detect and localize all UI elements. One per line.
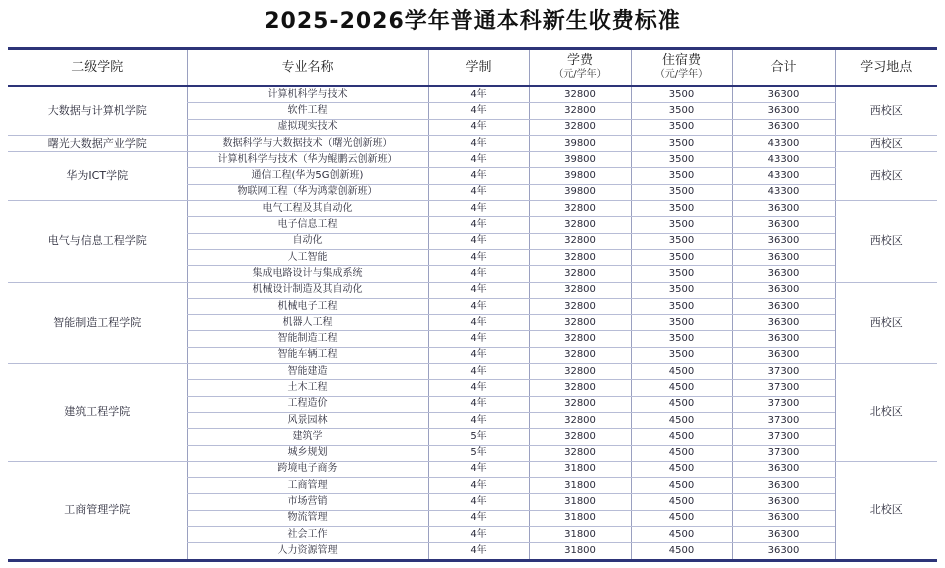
total-cell: 37300: [732, 412, 835, 428]
total-cell: 37300: [732, 429, 835, 445]
dorm-cell: 4500: [631, 445, 732, 461]
total-cell: 43300: [732, 152, 835, 168]
major-name: 电子信息工程: [187, 217, 428, 233]
dorm-cell: 3500: [631, 86, 732, 103]
duration-cell: 4年: [428, 119, 529, 135]
major-name: 土木工程: [187, 380, 428, 396]
total-cell: 36300: [732, 510, 835, 526]
total-cell: 37300: [732, 364, 835, 380]
tuition-cell: 32800: [529, 429, 631, 445]
duration-cell: 4年: [428, 168, 529, 184]
tuition-cell: 32800: [529, 364, 631, 380]
duration-cell: 4年: [428, 184, 529, 200]
major-name: 计算机科学与技术: [187, 86, 428, 103]
college-name: 电气与信息工程学院: [8, 201, 187, 282]
major-name: 风景园林: [187, 412, 428, 428]
dorm-cell: 3500: [631, 331, 732, 347]
total-cell: 36300: [732, 282, 835, 298]
tuition-cell: 32800: [529, 445, 631, 461]
dorm-cell: 3500: [631, 184, 732, 200]
header-tuition: [529, 49, 631, 87]
table-row: [8, 461, 937, 477]
tuition-cell: 32800: [529, 233, 631, 249]
dorm-cell: 4500: [631, 380, 732, 396]
duration-cell: 4年: [428, 249, 529, 265]
total-cell: 36300: [732, 527, 835, 543]
dorm-cell: 4500: [631, 461, 732, 477]
dorm-cell: 3500: [631, 152, 732, 168]
dorm-cell: 3500: [631, 315, 732, 331]
total-cell: 36300: [732, 347, 835, 363]
dorm-cell: 4500: [631, 527, 732, 543]
tuition-cell: 32800: [529, 282, 631, 298]
total-cell: 36300: [732, 201, 835, 217]
tuition-cell: 32800: [529, 347, 631, 363]
tuition-cell: 32800: [529, 103, 631, 119]
total-cell: 36300: [732, 233, 835, 249]
total-cell: 36300: [732, 298, 835, 314]
table-row: [8, 364, 937, 380]
major-name: 机械电子工程: [187, 298, 428, 314]
major-name: 数据科学与大数据技术（曙光创新班）: [187, 135, 428, 151]
duration-cell: 5年: [428, 445, 529, 461]
tuition-cell: 32800: [529, 396, 631, 412]
tuition-cell: 32800: [529, 119, 631, 135]
dorm-cell: 4500: [631, 510, 732, 526]
dorm-cell: 3500: [631, 347, 732, 363]
duration-cell: 4年: [428, 396, 529, 412]
header-college: 二级学院: [8, 49, 187, 87]
campus-name: 北校区: [835, 461, 937, 560]
major-name: 智能车辆工程: [187, 347, 428, 363]
total-cell: 36300: [732, 119, 835, 135]
college-name: 大数据与计算机学院: [8, 86, 187, 135]
total-cell: 36300: [732, 86, 835, 103]
duration-cell: 4年: [428, 364, 529, 380]
major-name: 智能建造: [187, 364, 428, 380]
tuition-cell: 32800: [529, 380, 631, 396]
total-cell: 37300: [732, 396, 835, 412]
tuition-cell: 32800: [529, 266, 631, 282]
total-cell: 36300: [732, 217, 835, 233]
table-row: [8, 152, 937, 168]
major-name: 虚拟现实技术: [187, 119, 428, 135]
dorm-cell: 4500: [631, 396, 732, 412]
tuition-cell: 32800: [529, 217, 631, 233]
total-cell: 43300: [732, 135, 835, 151]
duration-cell: 4年: [428, 233, 529, 249]
duration-cell: 4年: [428, 347, 529, 363]
duration-cell: 4年: [428, 412, 529, 428]
tuition-cell: 32800: [529, 412, 631, 428]
fee-table-body: [8, 86, 937, 560]
tuition-cell: 39800: [529, 168, 631, 184]
major-name: 智能制造工程: [187, 331, 428, 347]
duration-cell: 4年: [428, 315, 529, 331]
tuition-cell: 31800: [529, 543, 631, 560]
major-name: 物联网工程（华为鸿蒙创新班）: [187, 184, 428, 200]
duration-cell: 4年: [428, 282, 529, 298]
duration-cell: 4年: [428, 266, 529, 282]
total-cell: 36300: [732, 266, 835, 282]
dorm-cell: 3500: [631, 119, 732, 135]
header-dorm-unit: （元/学年）: [654, 69, 709, 80]
tuition-cell: 39800: [529, 184, 631, 200]
table-row: [8, 135, 937, 151]
campus-name: 西校区: [835, 152, 937, 201]
header-row: [8, 49, 937, 87]
duration-cell: 4年: [428, 217, 529, 233]
tuition-cell: 31800: [529, 527, 631, 543]
total-cell: 43300: [732, 168, 835, 184]
major-name: 机械设计制造及其自动化: [187, 282, 428, 298]
dorm-cell: 3500: [631, 135, 732, 151]
total-cell: 37300: [732, 445, 835, 461]
total-cell: 37300: [732, 380, 835, 396]
total-cell: 36300: [732, 494, 835, 510]
table-row: [8, 282, 937, 298]
major-name: 软件工程: [187, 103, 428, 119]
dorm-cell: 3500: [631, 298, 732, 314]
duration-cell: 4年: [428, 494, 529, 510]
table-row: [8, 201, 937, 217]
tuition-cell: 32800: [529, 249, 631, 265]
tuition-cell: 39800: [529, 135, 631, 151]
campus-name: 西校区: [835, 135, 937, 151]
duration-cell: 5年: [428, 429, 529, 445]
dorm-cell: 4500: [631, 429, 732, 445]
total-cell: 36300: [732, 315, 835, 331]
campus-name: 西校区: [835, 201, 937, 282]
dorm-cell: 4500: [631, 543, 732, 560]
total-cell: 36300: [732, 103, 835, 119]
tuition-cell: 31800: [529, 478, 631, 494]
tuition-cell: 32800: [529, 201, 631, 217]
college-name: 工商管理学院: [8, 461, 187, 560]
header-total: 合计: [732, 49, 835, 87]
dorm-cell: 4500: [631, 478, 732, 494]
dorm-cell: 3500: [631, 103, 732, 119]
dorm-cell: 3500: [631, 282, 732, 298]
duration-cell: 4年: [428, 103, 529, 119]
total-cell: 36300: [732, 331, 835, 347]
duration-cell: 4年: [428, 510, 529, 526]
total-cell: 36300: [732, 543, 835, 560]
dorm-cell: 4500: [631, 412, 732, 428]
major-name: 社会工作: [187, 527, 428, 543]
major-name: 人力资源管理: [187, 543, 428, 560]
dorm-cell: 3500: [631, 201, 732, 217]
campus-name: 北校区: [835, 364, 937, 462]
tuition-cell: 32800: [529, 331, 631, 347]
duration-cell: 4年: [428, 331, 529, 347]
duration-cell: 4年: [428, 201, 529, 217]
major-name: 工程造价: [187, 396, 428, 412]
duration-cell: 4年: [428, 298, 529, 314]
fee-table: [8, 47, 937, 562]
college-name: 华为ICT学院: [8, 152, 187, 201]
major-name: 工商管理: [187, 478, 428, 494]
major-name: 物流管理: [187, 510, 428, 526]
dorm-cell: 3500: [631, 249, 732, 265]
major-name: 城乡规划: [187, 445, 428, 461]
major-name: 市场营销: [187, 494, 428, 510]
tuition-cell: 31800: [529, 461, 631, 477]
total-cell: 36300: [732, 461, 835, 477]
header-dorm: [631, 49, 732, 87]
dorm-cell: 3500: [631, 266, 732, 282]
major-name: 跨境电子商务: [187, 461, 428, 477]
dorm-cell: 3500: [631, 217, 732, 233]
dorm-cell: 3500: [631, 233, 732, 249]
header-major: 专业名称: [187, 49, 428, 87]
tuition-cell: 32800: [529, 86, 631, 103]
duration-cell: 4年: [428, 543, 529, 560]
page-title: 2025-2026学年普通本科新生收费标准: [264, 9, 681, 34]
duration-cell: 4年: [428, 461, 529, 477]
major-name: 人工智能: [187, 249, 428, 265]
major-name: 机器人工程: [187, 315, 428, 331]
tuition-cell: 31800: [529, 494, 631, 510]
total-cell: 43300: [732, 184, 835, 200]
total-cell: 36300: [732, 478, 835, 494]
duration-cell: 4年: [428, 380, 529, 396]
total-cell: 36300: [732, 249, 835, 265]
dorm-cell: 4500: [631, 364, 732, 380]
campus-name: 西校区: [835, 86, 937, 135]
college-name: 智能制造工程学院: [8, 282, 187, 363]
college-name: 建筑工程学院: [8, 364, 187, 462]
campus-name: 西校区: [835, 282, 937, 363]
major-name: 集成电路设计与集成系统: [187, 266, 428, 282]
header-dorm-label: 住宿费: [661, 53, 701, 68]
duration-cell: 4年: [428, 135, 529, 151]
dorm-cell: 4500: [631, 494, 732, 510]
major-name: 自动化: [187, 233, 428, 249]
duration-cell: 4年: [428, 478, 529, 494]
table-row: [8, 86, 937, 103]
duration-cell: 4年: [428, 152, 529, 168]
major-name: 通信工程(华为5G创新班): [187, 168, 428, 184]
tuition-cell: 32800: [529, 315, 631, 331]
college-name: 曙光大数据产业学院: [8, 135, 187, 151]
header-duration: 学制: [428, 49, 529, 87]
tuition-cell: 39800: [529, 152, 631, 168]
major-name: 电气工程及其自动化: [187, 201, 428, 217]
major-name: 建筑学: [187, 429, 428, 445]
header-campus: 学习地点: [835, 49, 937, 87]
dorm-cell: 3500: [631, 168, 732, 184]
header-tuition-label: 学费: [566, 53, 593, 68]
tuition-cell: 31800: [529, 510, 631, 526]
header-tuition-unit: （元/学年）: [553, 69, 607, 80]
tuition-cell: 32800: [529, 298, 631, 314]
duration-cell: 4年: [428, 527, 529, 543]
duration-cell: 4年: [428, 86, 529, 103]
major-name: 计算机科学与技术（华为鲲鹏云创新班）: [187, 152, 428, 168]
